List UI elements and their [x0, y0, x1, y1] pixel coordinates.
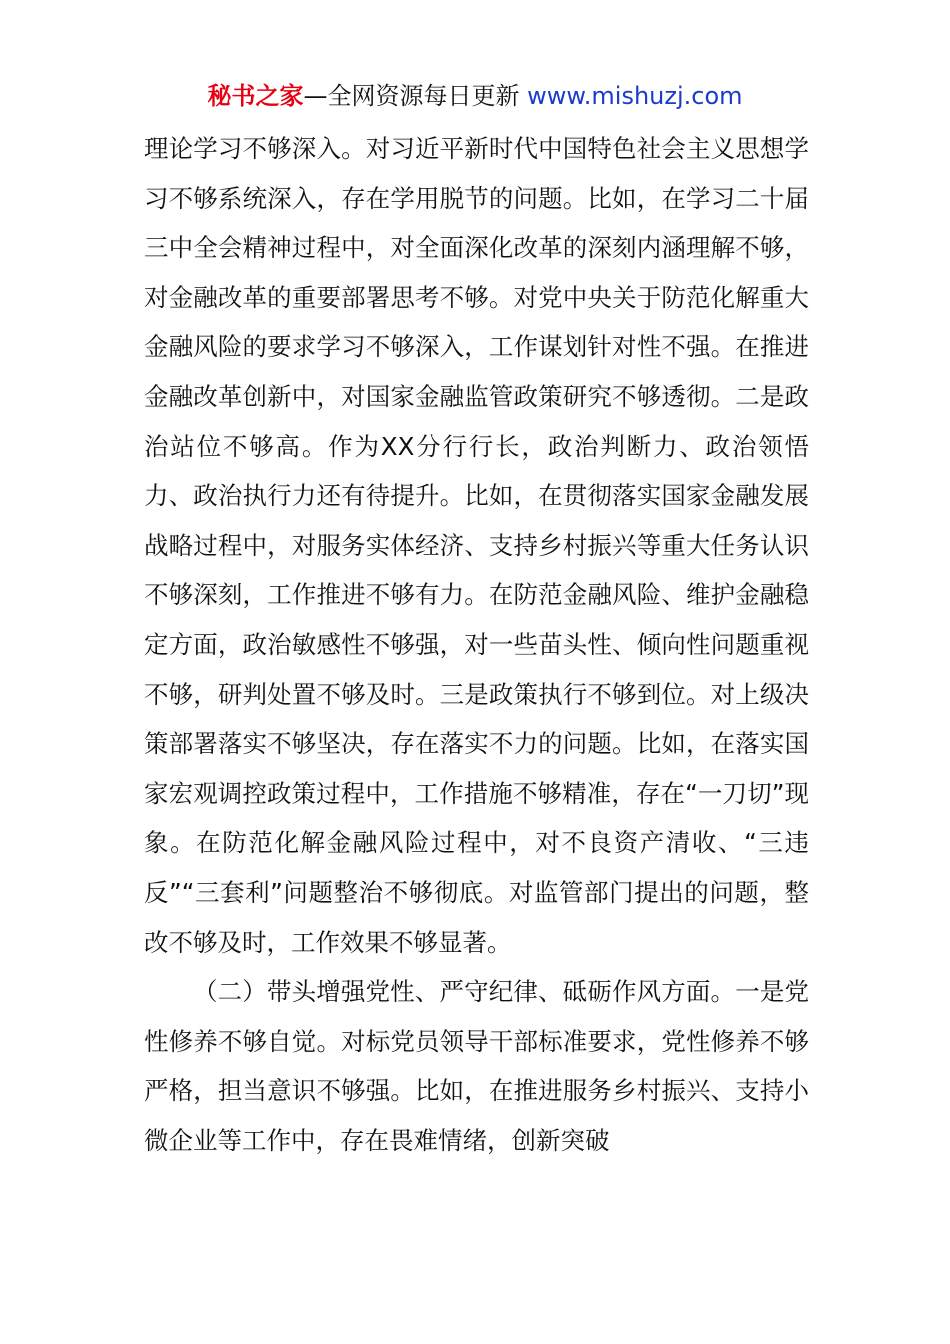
- site-brand: 秘书之家: [207, 82, 304, 110]
- document-body: [144, 124, 809, 1165]
- site-header: [0, 78, 950, 114]
- site-tagline: —全网资源每日更新: [303, 82, 528, 110]
- paragraph-1: 理论学习不够深入。对习近平新时代中国特色社会主义思想学习不够系统深入，存在学用脱节的问题。比如，在学习二十届三中全会精神过程中，对全面深化改革的深刻内涵理解不够，对金融改革的重要部署思考不够。对党中央关于防范化解重大金融风险的要求学习不够深入，工作谋划针对性不强。在推进金融改革创新中，对国家金融监管政策研究不够透彻。二是政治站位不够高。作为XX分行行长，政治判断力、政治领悟力、政治执行力还有待提升。比如，在贯彻落实国家金融发展战略过程中，对服务实体经济、支持乡村振兴等重大任务认识不够深刻，工作推进不够有力。在防范金融风险、维护金融稳定方面，政治敏感性不够强，对一些苗头性、倾向性问题重视不够，研判处置不够及时。三是政策执行不够到位。对上级决策部署落实不够坚决，存在落实不力的问题。比如，在落实国家宏观调控政策过程中，工作措施不够精准，存在“一刀切”现象。在防范化解金融风险过程中，对不良资产清收、“三违反”“三套利”问题整治不够彻底。对监管部门提出的问题，整改不够及时，工作效果不够显著。: [144, 134, 809, 957]
- paragraph-2: （二）带头增强党性、严守纪律、砥砺作风方面。一是党性修养不够自觉。对标党员领导干部标准要求，党性修养不够严格，担当意识不够强。比如，在推进服务乡村振兴、支持小微企业等工作中，存在畏难情绪，创新突破: [144, 977, 809, 1155]
- site-url-link[interactable]: www.mishuzj.com: [527, 82, 743, 110]
